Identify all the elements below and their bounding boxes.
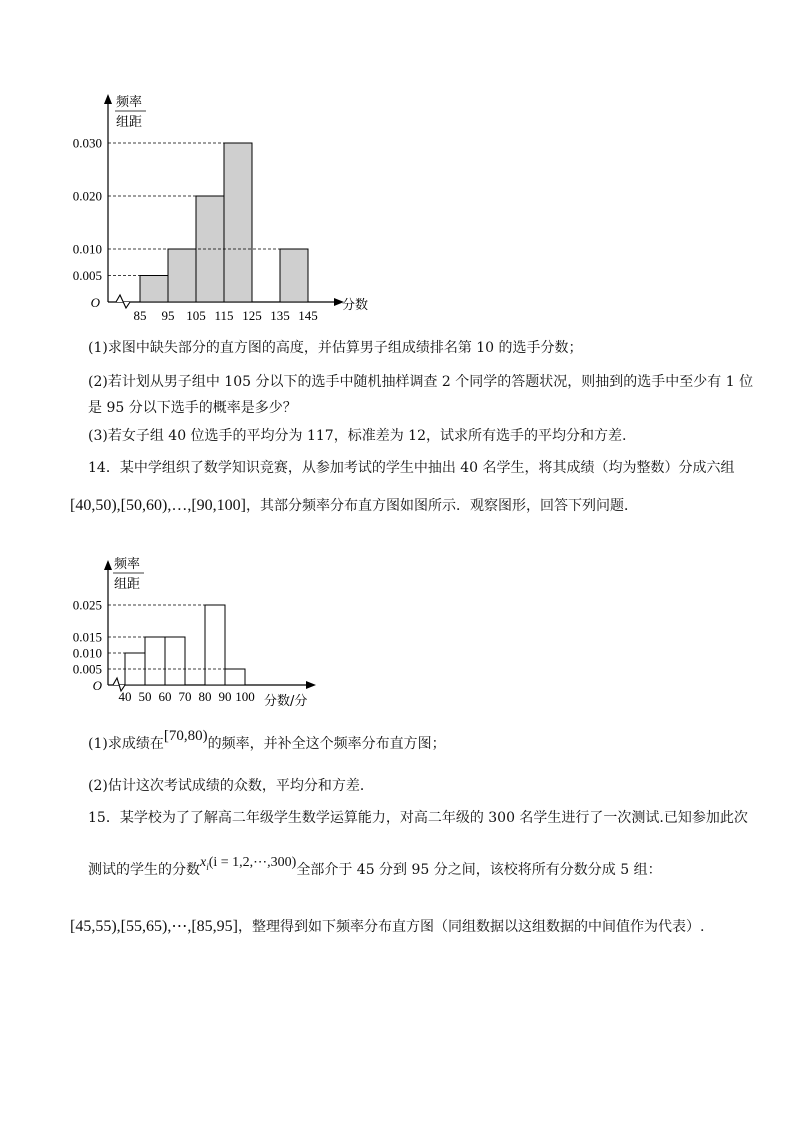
histogram-chart-1 [60,88,380,328]
y-label-top: 频率 [116,95,143,110]
y-tick-label: 0.005 [72,661,102,677]
y-tick-label: 0.025 [72,597,102,613]
histogram-chart-2 [60,548,360,718]
y-axis-arrow [104,94,112,104]
histogram-bar [225,669,245,685]
question-15-line-2 [88,855,662,885]
question-14-intro-rest: ，其部分频率分布直方图如图所示．观察图形，回答下列问题． [245,498,638,514]
x-label: 分数/分 [264,694,308,709]
x-tick-label: 125 [242,308,262,323]
x-tick-label: 105 [186,308,206,323]
origin-label: O [90,295,100,310]
x-tick-label: 145 [298,308,318,323]
x-tick-label: 50 [138,689,152,704]
question-14-intro: 14．某中学组织了数学知识竞赛，从参加考试的学生中抽出 40 名学生，将其成绩（均为整数）分成六组 [88,460,735,476]
x-tick-label: 100 [235,689,255,704]
x-tick-label: 90 [218,689,232,704]
interval-list: [40,50),[50,60),…,[90,100] [70,497,246,514]
question-13-part-2-line-1: (2)若计划从男子组中 105 分以下的选手中随机抽样调查 2 个同学的答题状况，则抽到的选手中至少有 1 位 [88,374,754,390]
histogram-bar [224,143,252,302]
x-tick-label: 40 [118,689,132,704]
question-14-intro-line-2 [70,496,638,516]
histogram-bar [205,605,225,685]
variable-x: x [200,855,207,870]
question-15-line-2-end: 全部介于 45 分到 95 分之间，该校将所有分数分成 5 组： [296,862,662,878]
question-15-line-3 [70,917,704,937]
question-14-part-1-start: (1)求成绩在 [88,736,164,752]
question-14-part-1 [88,728,446,754]
interval-list-15: [45,55),[55,65),⋯,[85,95] [70,918,238,935]
y-label-bottom: 组距 [116,115,143,130]
histogram-bar [140,276,168,303]
x-label: 分数 [342,298,369,313]
histogram-bar [145,637,165,685]
y-label-top: 频率 [114,557,141,572]
histogram-bar [165,637,185,685]
x-tick-label: 80 [198,689,212,704]
histogram-bar [168,249,196,302]
question-15-line-2-start: 测试的学生的分数 [88,862,200,878]
x-axis-arrow [306,681,316,689]
variable-index-range: (i = 1,2,⋯,300) [208,855,297,870]
interval-70-80: [70,80) [163,728,208,744]
x-tick-label: 95 [161,308,175,323]
question-14-part-2: (2)估计这次考试成绩的众数，平均分和方差． [88,778,374,794]
y-axis-arrow [104,560,112,570]
question-13-part-3: (3)若女子组 40 位选手的平均分为 117，标准差为 12，试求所有选手的平均分和方差. [88,428,627,444]
histogram-bar [280,249,308,302]
x-tick-label: 115 [214,308,234,323]
x-tick-label: 70 [178,689,192,704]
y-tick-label: 0.010 [72,645,102,661]
x-tick-label: 135 [270,308,290,323]
variable-x-i [200,855,296,870]
y-tick-label: 0.030 [72,135,102,151]
question-15-intro: 15．某学校为了了解高二年级学生数学运算能力，对高二年级的 300 名学生进行了一次测试.已知参加此次 [88,810,748,826]
question-13-part-1: (1)求图中缺失部分的直方图的高度，并估算男子组成绩排名第 10 的选手分数； [88,340,583,356]
question-15-line-3-end: ，整理得到如下频率分布直方图（同组数据以这组数据的中间值作为代表）. [237,919,705,935]
y-tick-label: 0.015 [72,629,102,645]
x-tick-label: 85 [133,308,147,323]
origin-label: O [92,678,102,693]
y-label-bottom: 组距 [114,577,141,592]
y-tick-label: 0.020 [72,188,102,204]
question-14-part-1-end: 的频率，并补全这个频率分布直方图； [207,736,446,752]
y-tick-label: 0.010 [72,241,102,257]
x-tick-label: 60 [158,689,172,704]
y-tick-label: 0.005 [72,268,102,283]
variable-subscript-i: i [206,861,209,872]
question-13-part-2-line-2: 是 95 分以下选手的概率是多少？ [88,400,297,416]
